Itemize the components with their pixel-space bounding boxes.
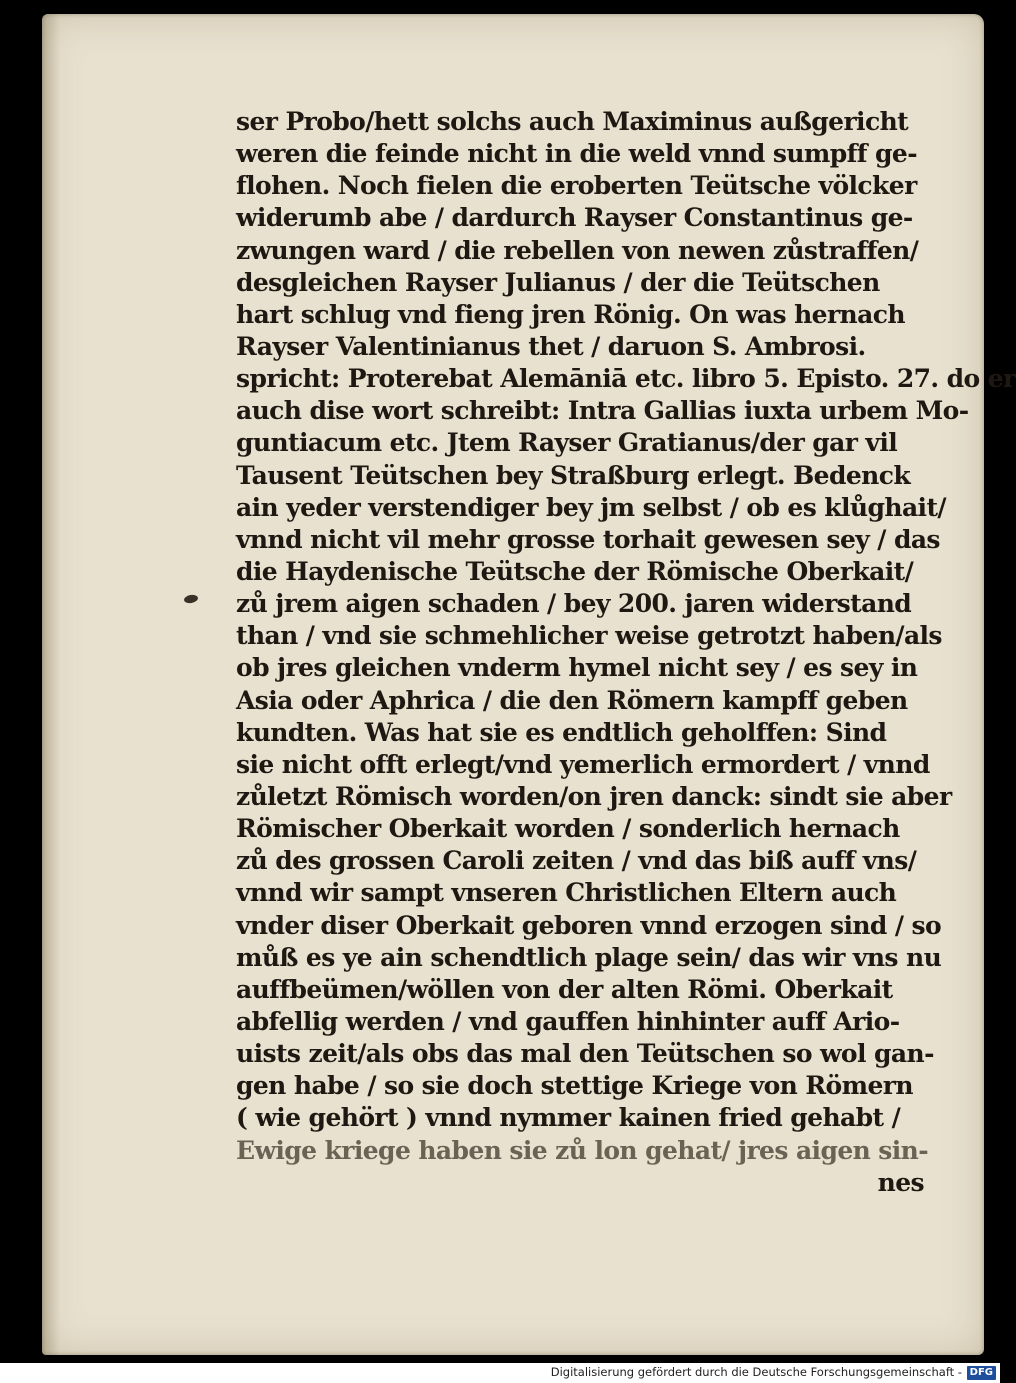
text-line: zů jrem aigen schaden / bey 200. jaren widerstand	[236, 589, 912, 619]
text-line: auch dise wort schreibt: Intra Gallias iuxta urbem Mo-	[236, 396, 969, 426]
text-line: than / vnd sie schmehlicher weise getrotzt haben/als	[236, 621, 942, 651]
text-line: abfellig werden / vnd gauffen hinhinter auff Ario-	[236, 1006, 900, 1036]
text-line: sie nicht offt erlegt/vnd yemerlich ermordert / vnnd	[236, 749, 930, 779]
text-line: vnnd wir sampt vnseren Christlichen Eltern auch	[236, 878, 897, 908]
text-line: kundten. Was hat sie es endtlich geholffen: Sind	[236, 717, 887, 747]
text-line: vnnd nicht vil mehr grosse torhait gewesen sey / das	[236, 524, 940, 554]
digitization-footer	[0, 1363, 1000, 1383]
funding-notice: Digitalisierung gefördert durch die Deutsche Forschungsgemeinschaft -	[550, 1365, 962, 1379]
text-line: gen habe / so sie doch stettige Kriege von Römern	[236, 1071, 913, 1101]
text-line: zů des grossen Caroli zeiten / vnd das biß auff vns/	[236, 846, 917, 876]
text-line: můß es ye ain schendtlich plage sein/ das wir vns nu	[236, 942, 942, 972]
text-line: ser Probo/hett solchs auch Maximinus außgericht	[236, 107, 909, 136]
text-line: weren die feinde nicht in die weld vnnd sumpff ge-	[236, 139, 918, 169]
text-line: ( wie gehört ) vnnd nymmer kainen fried gehabt /	[236, 1103, 901, 1133]
text-line: zwungen ward / die rebellen von newen zůstraffen/	[236, 235, 919, 265]
text-line: Römischer Oberkait worden / sonderlich hernach	[236, 814, 900, 844]
catchword: nes	[877, 1167, 924, 1197]
text-line: Tausent Teütschen bey Straßburg erlegt. Bedenck	[236, 460, 911, 490]
text-line: ob jres gleichen vnderm hymel nicht sey / es sey in	[236, 653, 918, 683]
text-line: spricht: Proterebat Alemāniā etc. libro 5. Episto. 27. do er	[236, 364, 1016, 394]
text-line: ain yeder verstendiger bey jm selbst / ob es klůghait/	[236, 492, 946, 522]
dfg-logo: DFG	[967, 1366, 996, 1380]
text-line: hart schlug vnd fieng jren Rönig. On was hernach	[236, 299, 905, 329]
text-line: vnder diser Oberkait geboren vnnd erzogen sind / so	[236, 910, 942, 940]
text-line: uists zeit/als obs das mal den Teütschen so wol gan-	[236, 1039, 934, 1069]
page-text-block	[236, 106, 1016, 1199]
text-line: Ewige kriege haben sie zů lon gehat/ jres aigen sin-	[236, 1135, 929, 1165]
text-line: desgleichen Rayser Julianus / der die Teütschen	[236, 267, 880, 297]
text-line: flohen. Noch fielen die eroberten Teütsche völcker	[236, 171, 917, 201]
text-line: zůletzt Römisch worden/on jren danck: sindt sie aber	[236, 781, 952, 811]
text-line: Asia oder Aphrica / die den Römern kampff geben	[236, 685, 908, 715]
text-line: Rayser Valentinianus thet / daruon S. Ambrosi.	[236, 331, 866, 361]
page-gutter-shadow	[42, 14, 60, 1355]
text-line: die Haydenische Teütsche der Römische Oberkait/	[236, 556, 914, 586]
text-line: guntiacum etc. Jtem Rayser Gratianus/der gar vil	[236, 428, 898, 458]
text-line: auffbeümen/wöllen von der alten Römi. Oberkait	[236, 974, 893, 1004]
text-line: widerumb abe / dardurch Rayser Constantinus ge-	[236, 203, 913, 233]
